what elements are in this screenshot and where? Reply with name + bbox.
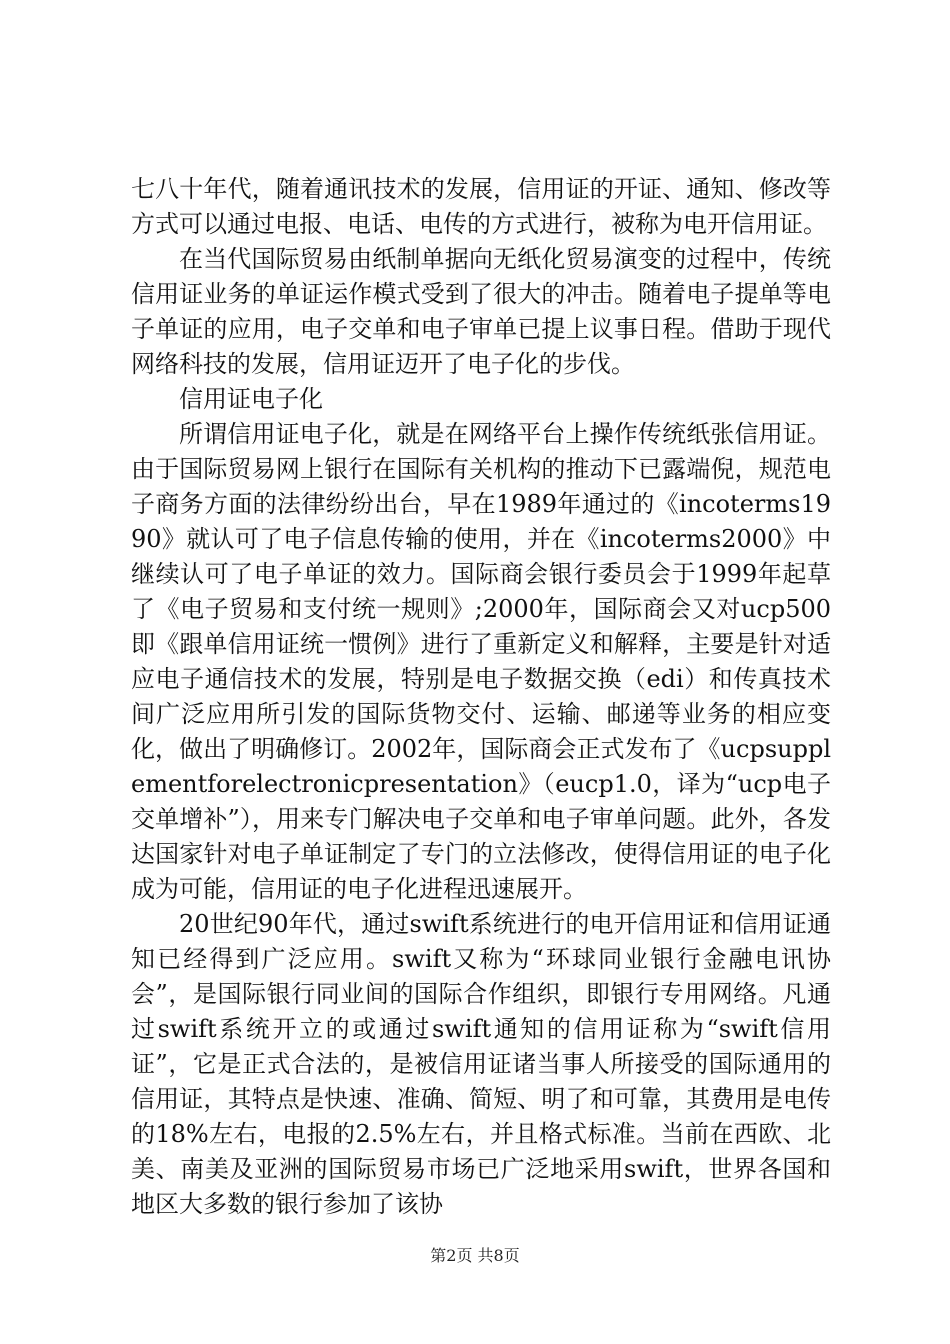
section-heading: 信用证电子化 [179,385,323,413]
paragraph-2: 在当代国际贸易由纸制单据向无纸化贸易演变的过程中，传统信用证业务的单证运作模式受到了很大的冲击。随着电子提单等电子单证的应用，电子交单和电子审单已提上议事日程。借助于现代网络科技的发展，信用证迈开了电子化的步伐。 [131,245,831,378]
paragraph-4: 20世纪90年代，通过swift系统进行的电开信用证和信用证通知已经得到广泛应用。swift又称为“环球同业银行金融电讯协会”，是国际银行同业间的国际合作组织，即银行专用网络。凡通过swift系统开立的或通过swift通知的信用证称为“swift信用证”，它是正式合法的，是被信用证诸当事人所接受的国际通用的信用证，其特点是快速、准确、简短、明了和可靠，其费用是电传的18%左右，电报的2.5%左右，并且格式标准。当前在西欧、北美、南美及亚洲的国际贸易市场已广泛地采用swift，世界各国和地区大多数的银行参加了该协 [131,910,831,1218]
document-body [131,172,831,1222]
page-number-label: 第2页 共8页 [430,1246,520,1265]
paragraph-1: 七八十年代，随着通讯技术的发展，信用证的开证、通知、修改等方式可以通过电报、电话、电传的方式进行，被称为电开信用证。 [131,175,831,238]
paragraph-3: 所谓信用证电子化，就是在网络平台上操作传统纸张信用证。由于国际贸易网上银行在国际有关机构的推动下已露端倪，规范电子商务方面的法律纷纷出台，早在1989年通过的《incoterms1990》就认可了电子信息传输的使用，并在《incoterms2000》中继续认可了电子单证的效力。国际商会银行委员会于1999年起草了《电子贸易和支付统一规则》;2000年，国际商会又对ucp500即《跟单信用证统一惯例》进行了重新定义和解释，主要是针对适应电子通信技术的发展，特别是电子数据交换（edi）和传真技术间广泛应用所引发的国际货物交付、运输、邮递等业务的相应变化，做出了明确修订。2002年，国际商会正式发布了《ucpsupplementforelectronicpresentation》（eucp1.0，译为“ucp电子交单增补”），用来专门解决电子交单和电子审单问题。此外，各发达国家针对电子单证制定了专门的立法修改，使得信用证的电子化成为可能，信用证的电子化进程迅速展开。 [131,420,831,903]
page-footer [0,1246,950,1266]
